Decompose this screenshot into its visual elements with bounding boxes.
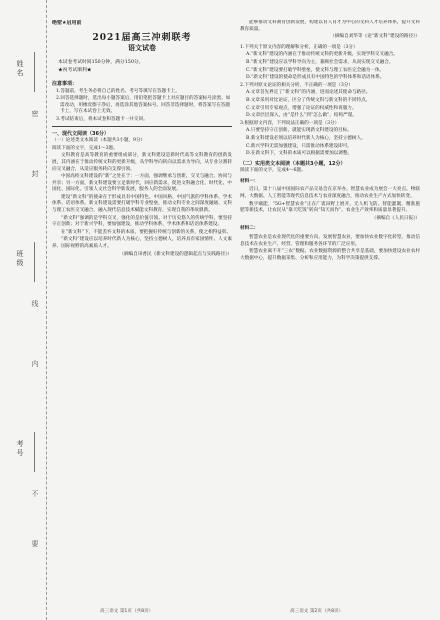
page-footer-left: 高三语文 第1页（共8页） — [100, 609, 154, 614]
passage-paragraph: 在“新文科”下，不能丢弃文科的本质，要把握好传统与创新的关系，使之相得益彰。 — [61, 229, 232, 235]
section-intro: 阅读下面的文字，完成1～3题。 — [52, 145, 118, 151]
question-1: 1.下列关于原文内容的理解和分析，正确的一项是（3分） — [240, 44, 358, 50]
passage-paragraph: 智慧农业是农业现代化的重要方向。发展智慧农业，要加快农业数字化转型，推动信息技术在农业生产、经营、管理和服务各环节的广泛应用。 — [240, 235, 420, 247]
binding-line — [34, 432, 35, 472]
question-option: A.只要坚持守正创新，就能实现新文科建设的目标。 — [246, 128, 352, 134]
seal-char: 封 — [31, 170, 39, 178]
note-item: 1.答题前，考生务必将自己的姓名、考号等填写在答题卡上。 — [56, 88, 180, 94]
right-column — [240, 20, 420, 598]
note-item: 3.考试结束后，将本试卷和答题卡一并交回。 — [56, 116, 148, 122]
exam-meta — [52, 60, 232, 75]
passage-source: （摘编自刘华等《论“新文科”建设的路径》） — [330, 34, 420, 40]
seal-char: 线 — [31, 300, 39, 308]
material-2-label: 材料二： — [240, 226, 259, 232]
question-option: B.文章采用对比论证，区分了传统文科与新文科的不同特点。 — [246, 97, 371, 103]
passage-paragraph: 智慧农业离不开“三农”数据。农业数据资源的整合共享是基础，要加快建设农业农村大数据中心，提升数据采集、分析和应用能力，为科学决策提供支撑。 — [240, 249, 420, 261]
seal-char: 内 — [31, 360, 39, 368]
question-option: A.“新文科”建设的内涵在于推动传统文科的更新升级，实现学科交叉融合。 — [246, 52, 398, 58]
good-luck: ★祝考试顺利★ — [58, 68, 92, 74]
binding-label-id: 考号 — [16, 440, 24, 457]
binding-strip — [0, 0, 47, 620]
passage-paragraph: 中国高校文科建设的“新”之处在于：一方面，强调继承与创新、交叉与融合、协同与共享；另一方面，新文科建设要立足新时代，回应新需求，促进文科融合化、时代化、中国化、国际化，引领人文社会科学新发展，服务人的全面发展。 — [52, 174, 232, 193]
page-footer-right: 高三语文 第2页（共8页） — [290, 609, 344, 614]
exam-duration: 本试卷考试时间150分钟，满分150分。 — [58, 59, 144, 65]
passage-paragraph: “新文科”建设应以培养时代新人为核心，坚持立德树人，培养具有家国情怀、人文素养、国际视野的高素质人才。 — [52, 237, 232, 250]
seal-char: 要 — [31, 540, 39, 548]
passage-paragraph: 文科教育是高等教育的重要组成部分，新文科建设是新时代高等文科教育的创新发展，其内涵在于推动传统文科的更新升级，从学科导向转向以需求为导向，从专业分割转向交叉融合，从适应服务转向支撑引领。 — [52, 153, 232, 172]
question-option: D.文章层层深入，由“是什么”到“怎么做”，结构严谨。 — [246, 113, 357, 119]
section-intro: 阅读下面的文字，完成4～6题。 — [240, 168, 306, 174]
passage-source: （摘编自田香民《新文科建设的逻辑起点与实践路径》） — [119, 251, 232, 257]
binding-label-class: 班级 — [16, 250, 24, 267]
binding-line — [34, 52, 35, 92]
passage-paragraph: 能够推动文科教育创新发展，构建以育人育才为中心的文科人才培养体系，提升文科教育质量。 — [240, 20, 420, 32]
passage-paragraph: 数字赋能，“5G+智慧农业”正在广袤田野上展开。无人机飞防、智能灌溉、精准施肥等新技术，让农民从“靠天吃饭”转向“知天而作”，农业生产效率和质量显著提升。 — [240, 201, 420, 214]
notes-heading: 注意事项： — [52, 80, 78, 87]
question-option: C.“新文科”建设要打破学科壁垒，使文科与理工农医完全融为一体。 — [246, 67, 385, 73]
passage-source: （摘编自《人民日报》） — [371, 215, 420, 221]
question-option: B.新文科建设必须以培养时代新人为核心，坚持立德树人。 — [246, 135, 366, 141]
question-option: C.新兴学科无需加强建设，只需推动体系建设即可。 — [246, 143, 352, 149]
question-2: 2.下列对原文论证的相关分析，不正确的一项是（3分） — [240, 82, 353, 88]
question-option: A.文章首先界定了“新文科”的内涵，进而论述其使命与路径。 — [246, 90, 371, 96]
question-option: B.“新文科”建设应以学科导向为主，兼顾社会需求，从而实现交叉融合。 — [246, 59, 394, 65]
seal-char: 密 — [31, 110, 39, 118]
binding-label-name: 姓名 — [16, 60, 24, 77]
exam-title: 2021届高三冲刺联考 — [92, 32, 192, 43]
exam-subtitle: 语文试卷 — [128, 43, 156, 53]
seal-char: 不 — [31, 490, 39, 498]
passage-paragraph: 建设“新文科”的使命在于形成具有中国特色、中国风格、中国气派的学科体系、学术体系、话语体系。新文科建设需要打破学科专业壁垒，推动文科专业之间深度融通、文科与理工农医交叉融合，融入现代信息技术赋能文科教育，实现自我的革故鼎新。 — [52, 194, 232, 214]
question-option: C.文章引用专家观点，增强了论证的权威性和说服力。 — [246, 105, 357, 111]
section-heading: 一、现代文阅读（36分） — [52, 130, 109, 137]
divider — [52, 126, 232, 127]
left-column — [52, 20, 232, 598]
binding-line — [34, 242, 35, 282]
question-option: D.“新文科”建设的使命是形成具有中国特色的学科体系和话语体系。 — [246, 75, 385, 81]
confidential-tag: 绝密★启用前 — [52, 20, 82, 26]
question-option: D.在新文科下，文科的本质可以根据需要加以调整。 — [246, 151, 353, 157]
subsection-heading: （二）实用类文本阅读（本题共3小题，12分） — [240, 160, 346, 167]
material-1-label: 材料一： — [240, 178, 259, 184]
subsection-heading: （一）论述类文本阅读（本题共3小题，9分） — [52, 138, 146, 144]
question-3: 3.根据原文内容，下列说法正确的一项是（3分） — [240, 120, 340, 126]
passage-paragraph: “新文科”强调的是学科交叉，强化的是价值引领。对于历史悠久的传统学科，要坚持守正创新；对于新兴学科，要加强建设，推动学科体系、学术体系和话语体系建设。 — [52, 215, 232, 228]
passage-paragraph: 近日，第十八届中国国际农产品交易会在京举办。智慧农业成为展会一大亮点。物联网、大数据、人工智能等现代信息技术与农业深度融合，推动农业生产方式加快转变。 — [240, 187, 420, 200]
note-item: 2.回答选择题时，选出每小题答案后，用铅笔把答题卡上对应题目的答案标号涂黑。如需改动，用橡皮擦干净后，再选涂其他答案标号。回答非选择题时，将答案写在答题卡上，写在本试卷上无效。 — [56, 96, 231, 115]
